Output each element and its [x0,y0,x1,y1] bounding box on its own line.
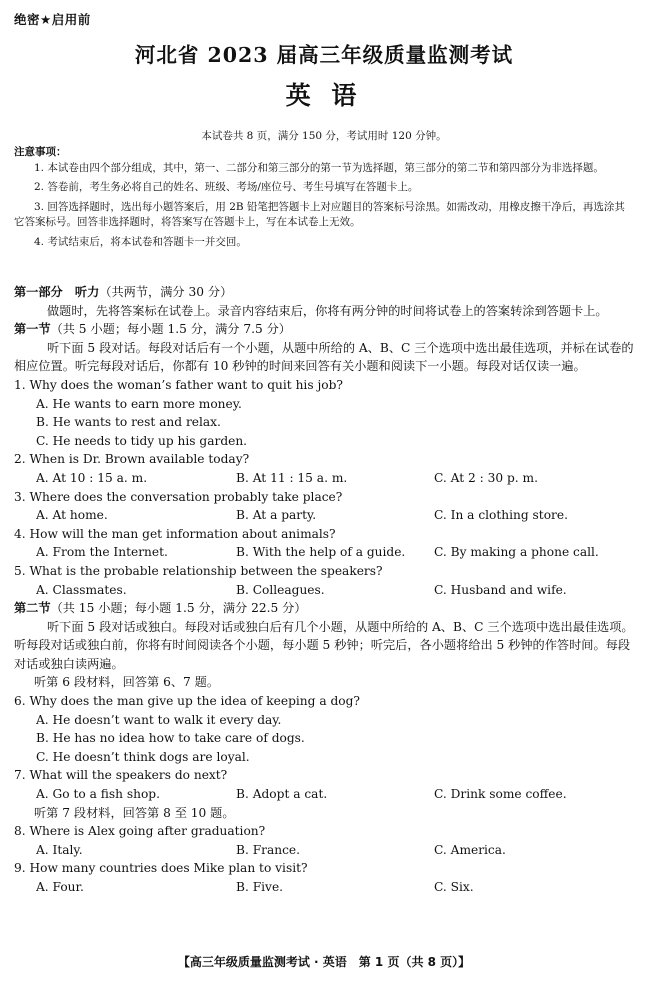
note-item-4: 4. 考试结束后，将本试卷和答题卡一并交回。 [34,235,247,248]
q3-options [14,506,634,525]
part1-title: 第一部分 听力 [14,285,100,299]
q7-option-c: C. Drink some coffee. [434,787,567,802]
q8-options [14,841,634,860]
q6-option-a: A. He doesn’t want to walk it every day. [36,712,282,727]
exam-body [14,283,634,897]
q1-option-b: B. He wants to rest and relax. [36,415,221,430]
q9-options [14,878,634,897]
exam-info: 本试卷共 8 页，满分 150 分，考试用时 120 分钟。 [201,130,447,142]
question-6: 6. Why does the man give up the idea of keeping a dog? [14,694,360,709]
q5-option-b: B. Colleagues. [236,582,325,597]
q2-option-b: B. At 11 : 15 a. m. [236,470,348,485]
q7-option-a: A. Go to a fish shop. [36,787,160,802]
part1-instruction: 做题时，先将答案标在试卷上。录音内容结束后，你将有两分钟的时间将试卷上的答案转涂到答题卡上。 [47,303,608,318]
q5-option-c: C. Husband and wife. [434,582,567,597]
part1-heading [14,283,634,302]
note-item-2: 2. 答卷前，考生务必将自己的姓名、班级、考场/座位号、考生号填写在答题卡上。 [34,181,419,193]
section2-title-note: （共 15 小题；每小题 1.5 分，满分 22.5 分） [50,601,307,616]
notes-heading: 注意事项： [14,146,67,158]
q2-option-a: A. At 10 : 15 a. m. [36,470,148,485]
q8-option-a: A. Italy. [36,842,83,857]
q3-option-a: A. At home. [36,508,108,523]
q6-option-b: B. He has no idea how to take care of dogs. [36,731,305,746]
q8-option-c: C. America. [434,842,506,857]
q4-options [14,543,634,562]
q8-option-b: B. France. [236,842,301,857]
q6-option-c: C. He doesn’t think dogs are loyal. [36,749,250,764]
question-9: 9. How many countries does Mike plan to visit? [14,861,308,876]
exam-title: 河北省 2023 届高三年级质量监测考试 [134,43,514,67]
q3-option-b: B. At a party. [236,508,317,523]
q2-options [14,469,634,488]
q9-option-c: C. Six. [434,880,474,894]
q5-options [14,581,634,600]
question-2: 2. When is Dr. Brown available today? [14,452,250,467]
note-item-1: 1. 本试卷由四个部分组成，其中，第一、二部分和第三部分的第一节为选择题，第三部分的第二节和第四部分为非选择题。 [34,161,604,174]
q1-option-c: C. He needs to tidy up his garden. [36,433,248,448]
q4-option-c: C. By making a phone call. [434,545,599,560]
q5-option-a: A. Classmates. [36,582,127,597]
confidential-label: 绝密★启用前 [14,12,91,27]
material-7-note: 听第 7 段材料，回答第 8 至 10 题。 [34,805,235,820]
question-8: 8. Where is Alex going after graduation? [14,824,266,839]
q7-option-b: B. Adopt a cat. [236,787,328,802]
note-item-3: 3. 回答选择题时，选出每小题答案后，用 2B 铅笔把答题卡上对应题目的答案标号涂黑。如需改动，用橡皮擦干净后，再选涂其它答案标号。回答非选择题时，将答案写在答题卡上，写在本试卷上无效。 [14,200,625,228]
part1-title-note: （共两节，满分 30 分） [99,285,233,299]
section2-heading [14,599,634,618]
question-4: 4. How will the man get information about animals? [14,526,336,541]
question-7: 7. What will the speakers do next? [14,768,228,783]
question-1: 1. Why does the woman’s father want to quit his job? [14,377,343,392]
question-3: 3. Where does the conversation probably take place? [14,489,343,504]
section1-instruction: 听下面 5 段对话。每段对话后有一个小题，从题中所给的 A、B、C 三个选项中选出最佳选项，并标在试卷的相应位置。听完每段对话后，你都有 10 秒钟的时间来回答有关小题和阅读下一小题。每段对话仅读一遍。 [14,340,634,374]
q1-option-a: A. He wants to earn more money. [36,396,242,411]
notes-section [14,145,634,250]
q9-option-b: B. Five. [236,880,284,894]
q2-option-c: C. At 2 : 30 p. m. [434,470,538,485]
subject-title: 英 语 [285,81,363,110]
section2-title: 第二节 [14,601,51,616]
section1-title-note: （共 5 小题；每小题 1.5 分，满分 7.5 分） [50,322,291,337]
q3-option-c: C. In a clothing store. [434,508,568,523]
page-footer: 【高三年级质量监测考试 · 英语 第 1 页（共 8 页）】 [177,955,471,969]
section1-title: 第一节 [14,322,51,337]
q4-option-a: A. From the Internet. [36,545,168,560]
material-6-note: 听第 6 段材料，回答第 6、7 题。 [34,675,220,690]
q9-option-a: A. Four. [36,880,84,894]
q7-options [14,785,634,804]
section2-instruction: 听下面 5 段对话或独白。每段对话或独白后有几个小题，从题中所给的 A、B、C 三个选项中选出最佳选项。听每段对话或独白前，你将有时间阅读各个小题，每小题 5 秒钟；听完后，各小题将给出 5 秒钟的作答时间。每段对话或独白读两遍。 [14,619,634,671]
section1-heading [14,320,634,339]
question-5: 5. What is the probable relationship between the speakers? [14,563,383,578]
q4-option-b: B. With the help of a guide. [236,545,406,560]
